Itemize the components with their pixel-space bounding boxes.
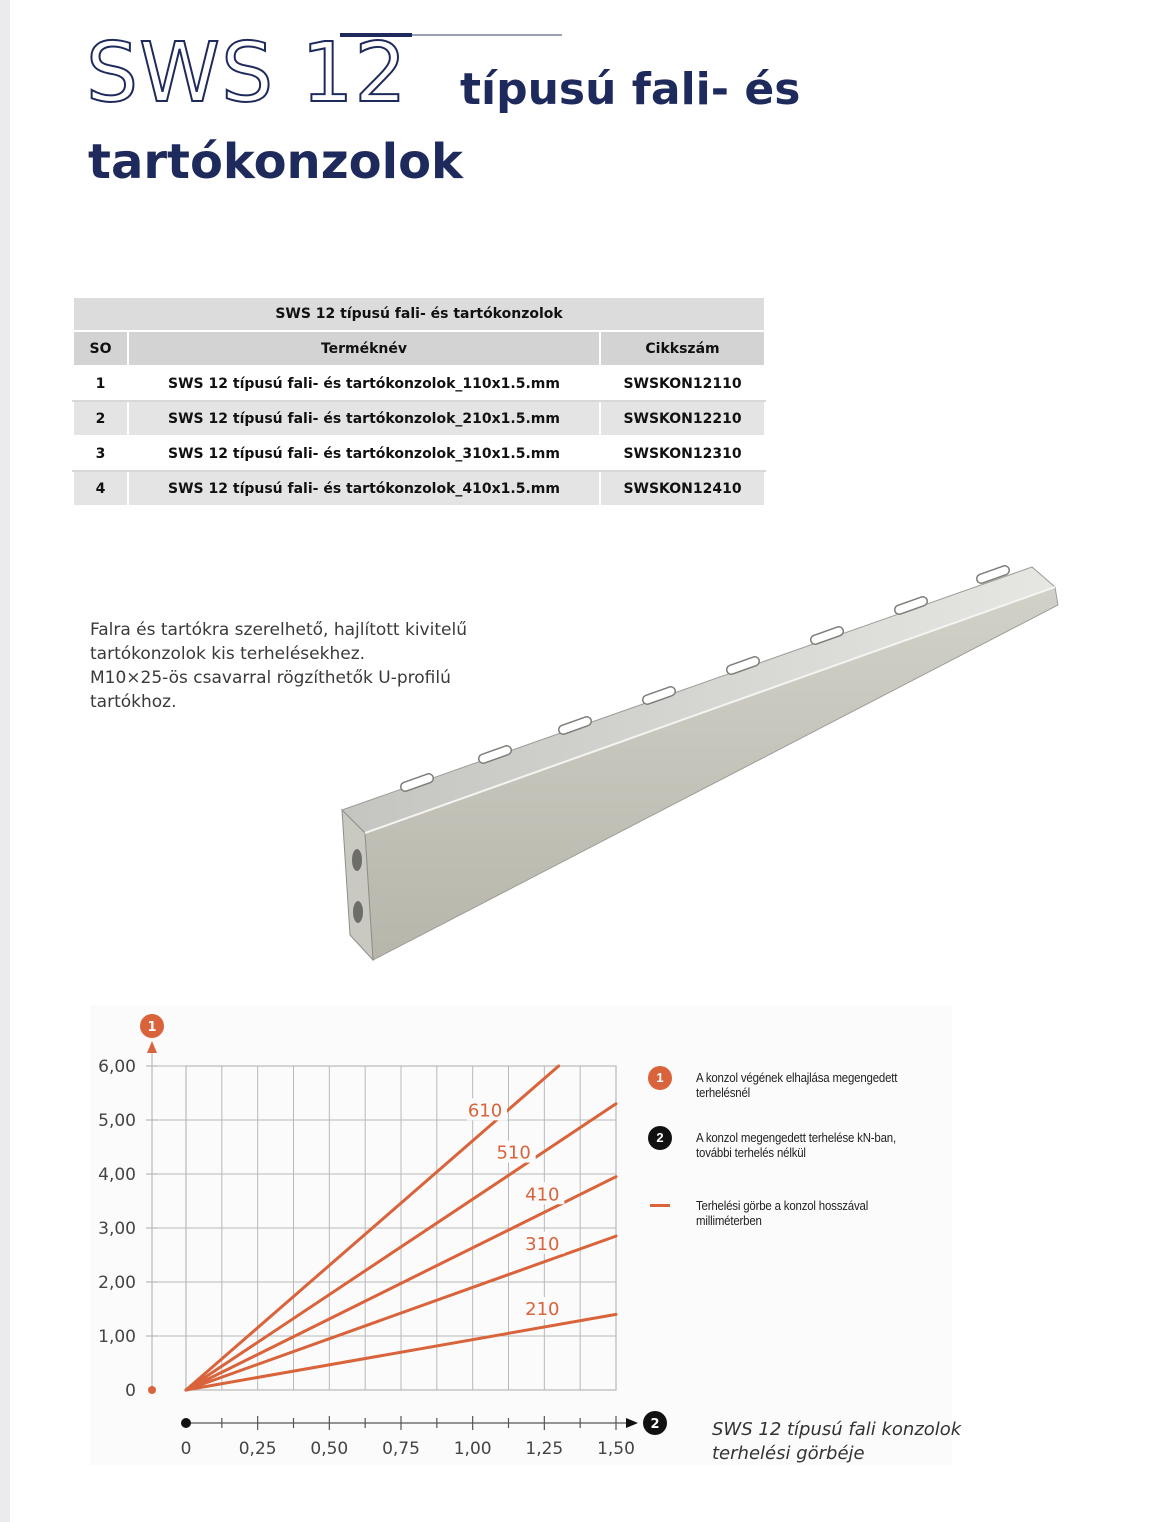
cell-so: 2 — [73, 401, 128, 436]
table-row — [73, 366, 765, 401]
description-line: M10×25-ös csavarral rögzíthetők U-profilú — [90, 668, 451, 688]
y-axis-origin-dot — [148, 1386, 156, 1394]
legend-line-swatch — [650, 1204, 670, 1207]
x-tick-label: 0,25 — [238, 1439, 277, 1459]
x-tick-label: 1,25 — [525, 1439, 564, 1459]
cell-so: 4 — [73, 471, 128, 506]
bracket-illustration — [330, 535, 1070, 965]
cell-so: 1 — [73, 366, 128, 401]
legend-text: A konzol végének elhajlása megengedett terhelésnél — [696, 1070, 898, 1100]
table-row — [73, 401, 765, 436]
cell-name: SWS 12 típusú fali- és tartókonzolok_310x1.5.mm — [128, 436, 600, 471]
series-label: 510 — [496, 1142, 531, 1164]
description-line: Falra és tartókra szerelhető, hajlított kivitelű — [90, 620, 467, 640]
cell-name: SWS 12 típusú fali- és tartókonzolok_410x1.5.mm — [128, 471, 600, 506]
y-axis-marker-label: 1 — [147, 1020, 157, 1035]
model-title: SWS 12 — [86, 26, 408, 121]
x-axis-marker-label: 2 — [650, 1417, 660, 1432]
x-axis-origin-dot — [181, 1418, 191, 1428]
cell-code: SWSKON12310 — [600, 436, 765, 471]
table-row — [73, 471, 765, 506]
x-axis-arrow-icon — [626, 1418, 638, 1428]
cell-name: SWS 12 típusú fali- és tartókonzolok_110x1.5.mm — [128, 366, 600, 401]
y-tick-label: 5,00 — [98, 1111, 136, 1131]
product-table — [72, 296, 766, 507]
legend-text: A konzol megengedett terhelése kN-ban, további terhelés nélkül — [696, 1130, 897, 1160]
series-label: 410 — [525, 1184, 560, 1206]
mount-hole-icon — [353, 901, 363, 923]
page-edge — [0, 0, 10, 1522]
legend-marker: 2 — [648, 1126, 672, 1150]
col-header-name: Terméknév — [128, 331, 600, 366]
legend-text: Terhelési görbe a konzol hosszával milliméterben — [696, 1198, 869, 1228]
y-tick-label: 2,00 — [98, 1273, 136, 1293]
cell-code: SWSKON12110 — [600, 366, 765, 401]
bracket-top-face — [342, 567, 1055, 833]
table-header-row — [73, 331, 765, 366]
col-header-code: Cikkszám — [600, 331, 765, 366]
caption-line: SWS 12 típusú fali konzolok — [712, 1419, 962, 1440]
description-line: tartókonzolok kis terhelésekhez. — [90, 644, 366, 664]
table-title-row — [73, 297, 765, 331]
cell-so: 3 — [73, 436, 128, 471]
chart-caption — [712, 1418, 961, 1466]
x-tick-label: 0,50 — [310, 1439, 349, 1459]
load-chart — [90, 1005, 690, 1465]
bracket-edge — [365, 587, 1055, 833]
cell-code: SWSKON12410 — [600, 471, 765, 506]
table-row — [73, 436, 765, 471]
y-tick-label: 3,00 — [98, 1219, 136, 1239]
table-title: SWS 12 típusú fali- és tartókonzolok — [73, 297, 765, 331]
y-tick-label: 6,00 — [98, 1057, 136, 1077]
y-axis-arrow-icon — [147, 1041, 157, 1053]
mount-hole-icon — [352, 849, 362, 871]
y-tick-label: 4,00 — [98, 1165, 136, 1185]
title-line-2: tartókonzolok — [88, 134, 463, 190]
cell-code: SWSKON12210 — [600, 401, 765, 436]
col-header-so: SO — [73, 331, 128, 366]
cell-name: SWS 12 típusú fali- és tartókonzolok_210x1.5.mm — [128, 401, 600, 436]
x-tick-label: 1,00 — [453, 1439, 492, 1459]
legend-marker: 1 — [648, 1066, 672, 1090]
x-tick-label: 0 — [180, 1439, 192, 1459]
y-tick-label: 1,00 — [98, 1327, 136, 1347]
description-line: tartókhoz. — [90, 692, 177, 712]
y-tick-label: 0 — [125, 1381, 136, 1401]
x-tick-label: 1,50 — [597, 1439, 635, 1459]
series-label: 210 — [525, 1299, 560, 1320]
series-label: 310 — [525, 1233, 560, 1255]
caption-line: terhelési görbéje — [712, 1443, 865, 1464]
title-line-1: típusú fali- és — [460, 64, 801, 115]
series-label: 610 — [467, 1100, 503, 1122]
x-tick-label: 0,75 — [382, 1439, 420, 1459]
